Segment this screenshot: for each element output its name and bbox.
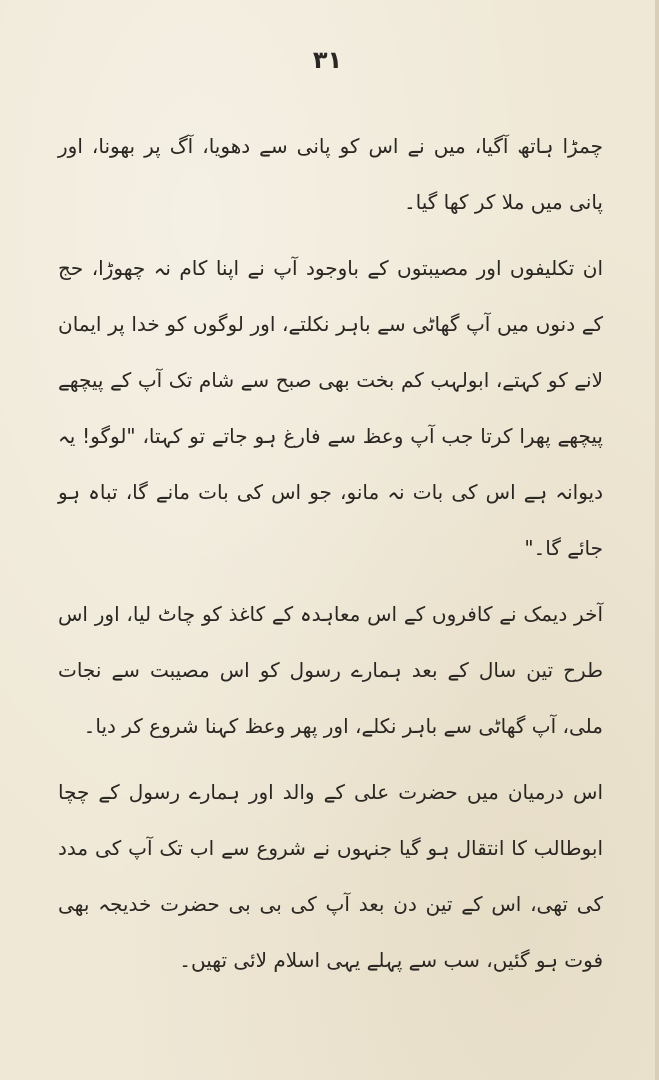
paragraph-3: آخر دیمک نے کافروں کے اس معاہدہ کے کاغذ کو چاٹ لیا، اور اس طرح تین سال کے بعد ہمارے رسول کو اس مصیبت سے نجات ملی، آپ گھاٹی سے باہر نکلے، اور پھر وعظ کہنا شروع کر دیا۔	[58, 602, 603, 738]
paragraph-1: چمڑا ہاتھ آگیا، میں نے اس کو پانی سے دھویا، آگ پر بھونا، اور پانی میں ملا کر کھا گیا۔	[58, 134, 603, 214]
page-body	[58, 118, 603, 988]
paragraph-2: ان تکلیفوں اور مصیبتوں کے باوجود آپ نے اپنا کام نہ چھوڑا، حج کے دنوں میں آپ گھاٹی سے باہر نکلتے، اور لوگوں کو خدا پر ایمان لانے کو کہتے، ابولہب کم بخت بھی صبح سے شام تک آپ کے پیچھے پیچھے پھرا کرتا جب آپ وعظ سے فارغ ہو جاتے تو کہتا، "لوگو! یہ دیوانہ ہے اس کی بات نہ مانو، جو اس کی بات مانے گا، تباہ ہو جائے گا۔"	[58, 256, 603, 560]
page-number: ۳۱	[312, 46, 343, 74]
paragraph-4: اس درمیان میں حضرت علی کے والد اور ہمارے رسول کے چچا ابوطالب کا انتقال ہو گیا جنہوں نے شروع سے اب تک آپ کی مدد کی تھی، اس کے تین دن بعد آپ کی بی بی حضرت خدیجہ بھی فوت ہو گئیں، سب سے پہلے یہی اسلام لائی تھیں۔	[58, 780, 603, 972]
